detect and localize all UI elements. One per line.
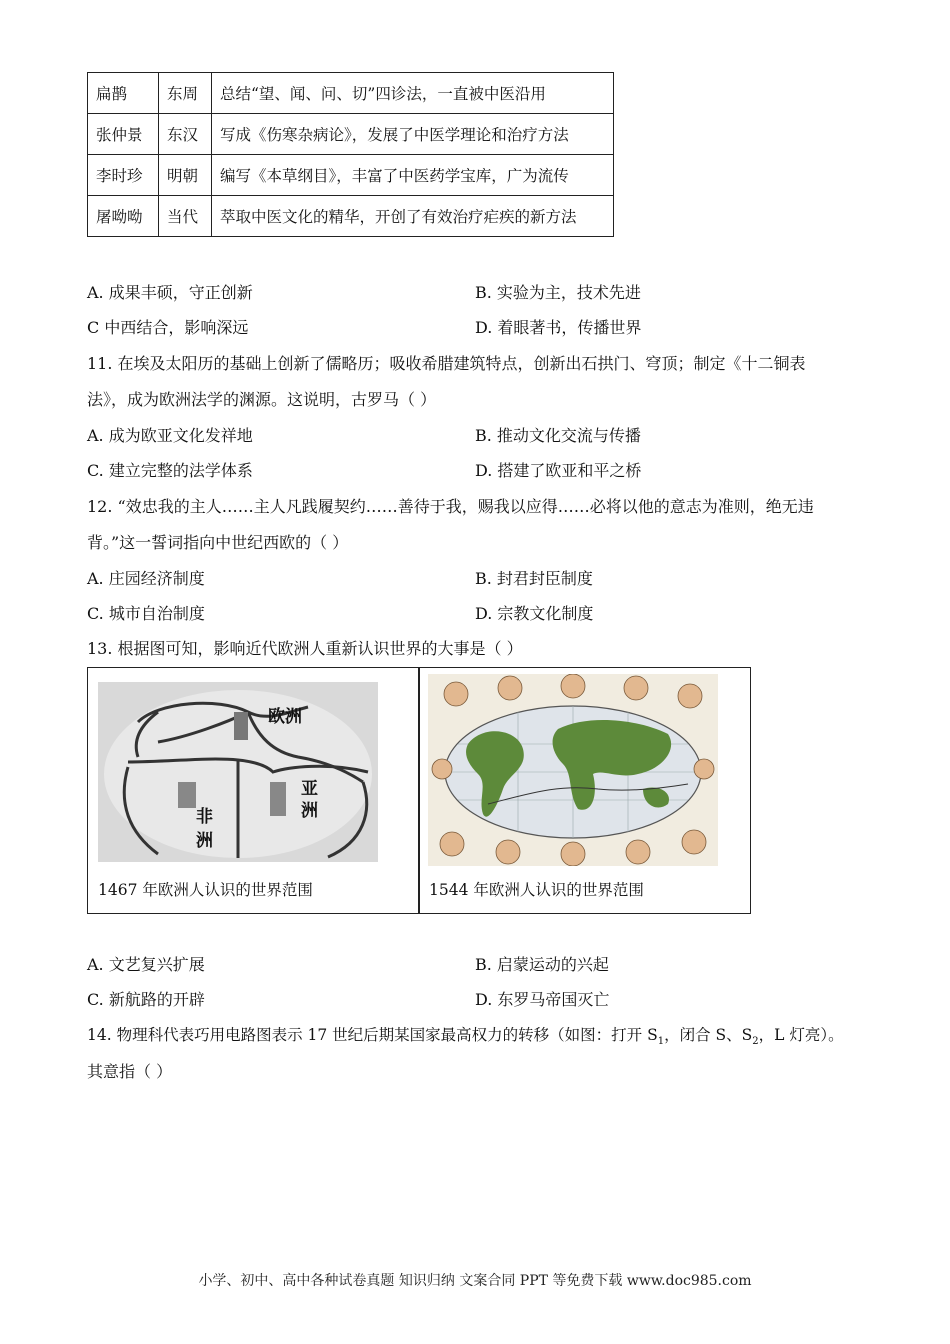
q10-option-d[interactable]: D. 着眼著书，传播世界 — [475, 318, 642, 337]
q14-text-a: 14. 物理科代表巧用电路图表示 17 世纪后期某国家最高权力的转移（如图：打开 S — [87, 1026, 658, 1044]
cell-era: 当代 — [159, 196, 212, 237]
q11-option-d[interactable]: D. 搭建了欧亚和平之桥 — [475, 461, 642, 480]
q12-stem-line2: 背。”这一誓词指向中世纪西欧的（ ） — [87, 533, 349, 552]
map-label-africa-2: 洲 — [196, 831, 213, 850]
q11-option-b[interactable]: B. 推动文化交流与传播 — [475, 426, 641, 445]
table-row — [88, 196, 614, 237]
q13-option-c[interactable]: C. 新航路的开辟 — [87, 990, 205, 1009]
q10-option-c[interactable]: C 中西结合，影响深远 — [87, 318, 249, 337]
q14-text-b: ，闭合 S、S — [664, 1026, 753, 1044]
q13-option-d[interactable]: D. 东罗马帝国灭亡 — [475, 990, 610, 1009]
map-label-europe: 欧洲 — [268, 707, 302, 726]
q12-stem-line1: 12. “效忠我的主人……主人凡践履契约……善待于我，赐我以应得……必将以他的意志为准则，绝无违 — [87, 497, 814, 516]
q14-text-c: ，L 灯亮）。 — [758, 1026, 844, 1044]
q12-option-c[interactable]: C. 城市自治制度 — [87, 604, 205, 623]
table-row — [88, 73, 614, 114]
q10-option-a[interactable]: A. 成果丰硕，守正创新 — [87, 283, 253, 302]
cell-name: 扁鹊 — [88, 73, 159, 114]
cell-name: 屠呦呦 — [88, 196, 159, 237]
q12-option-d[interactable]: D. 宗教文化制度 — [475, 604, 594, 623]
q13-option-b[interactable]: B. 启蒙运动的兴起 — [475, 955, 609, 974]
map-1467-image — [98, 682, 378, 862]
map-label-africa-1: 非 — [196, 807, 213, 826]
caption-1467: 1467 年欧洲人认识的世界范围 — [98, 881, 313, 899]
q11-stem-line1: 11. 在埃及太阳历的基础上创新了儒略历；吸收希腊建筑特点，创新出石拱门、穹顶；制定《十二铜表 — [87, 354, 806, 373]
q14-sub-2: 2 — [752, 1036, 759, 1048]
figure-divider — [418, 668, 420, 913]
q13-stem: 13. 根据图可知，影响近代欧洲人重新认识世界的大事是（ ） — [87, 639, 523, 658]
map-1544-image — [428, 674, 718, 866]
q10-option-b[interactable]: B. 实验为主，技术先进 — [475, 283, 641, 302]
q11-option-c[interactable]: C. 建立完整的法学体系 — [87, 461, 253, 480]
physicians-table — [87, 72, 614, 237]
q12-option-b[interactable]: B. 封君封臣制度 — [475, 569, 593, 588]
cell-desc: 萃取中医文化的精华，开创了有效治疗疟疾的新方法 — [212, 196, 614, 237]
caption-1544: 1544 年欧洲人认识的世界范围 — [429, 881, 644, 899]
cell-desc: 写成《伤寒杂病论》，发展了中医学理论和治疗方法 — [212, 114, 614, 155]
cell-desc: 编写《本草纲目》，丰富了中医药学宝库，广为流传 — [212, 155, 614, 196]
map-label-asia-2: 洲 — [301, 801, 318, 820]
table-row — [88, 114, 614, 155]
q13-figure — [87, 667, 751, 914]
q12-option-a[interactable]: A. 庄园经济制度 — [87, 569, 205, 588]
cell-era: 明朝 — [159, 155, 212, 196]
q13-option-a[interactable]: A. 文艺复兴扩展 — [87, 955, 205, 974]
cell-name: 张仲景 — [88, 114, 159, 155]
q14-stem-line1 — [87, 1023, 844, 1047]
page-footer: 小学、初中、高中各种试卷真题 知识归纳 文案合同 PPT 等免费下载 www.doc985.com — [198, 1273, 752, 1289]
table-row — [88, 155, 614, 196]
q11-stem-line2: 法》，成为欧洲法学的渊源。这说明，古罗马（ ） — [87, 390, 437, 409]
cell-desc: 总结“望、闻、问、切”四诊法，一直被中医沿用 — [212, 73, 614, 114]
cell-era: 东汉 — [159, 114, 212, 155]
q14-sub-1: 1 — [657, 1036, 665, 1048]
q11-option-a[interactable]: A. 成为欧亚文化发祥地 — [87, 426, 253, 445]
cell-name: 李时珍 — [88, 155, 159, 196]
map-label-asia-1: 亚 — [301, 779, 318, 798]
q14-stem-line2: 其意指（ ） — [87, 1062, 173, 1081]
cell-era: 东周 — [159, 73, 212, 114]
